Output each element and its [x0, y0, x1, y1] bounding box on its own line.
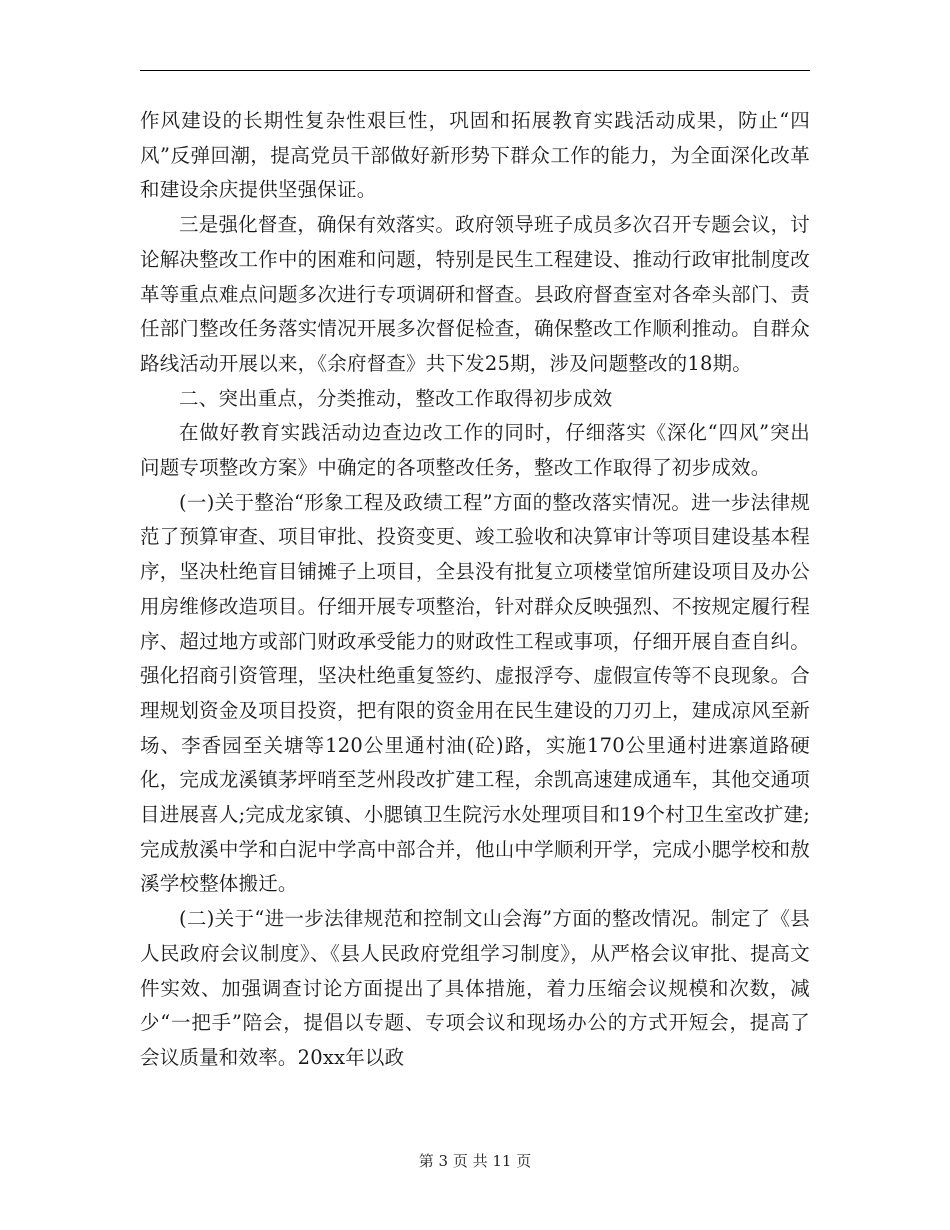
header-rule: [140, 70, 810, 71]
paragraph-item-2: (二)关于“进一步法律规范和控制文山会海”方面的整改情况。制定了《县人民政府会议制度》、《县人民政府党组学习制度》，从严格会议审批、提高文件实效、加强调查讨论方面提出了具体措施，着力压缩会议规模和次数，减少“一把手”陪会，提倡以专题、专项会议和现场办公的方式开短会，提高了会议质量和效率。20xx年以政: [140, 907, 810, 1069]
page-footer: 第 3 页 共 11 页: [418, 1152, 532, 1170]
paragraph-intro: 在做好教育实践活动边查边改工作的同时，仔细落实《深化“四风”突出问题专项整改方案》中确定的各项整改任务，整改工作取得了初步成效。: [140, 421, 810, 480]
section-heading: 二、突出重点，分类推动，整改工作取得初步成效: [179, 386, 613, 410]
paragraph-item-1: (一)关于整治“形象工程及政绩工程”方面的整改落实情况。进一步法律规范了预算审查、项目审批、投资变更、竣工验收和决算审计等项目建设基本程序，坚决杜绝盲目铺摊子上项目，全县没有批复立项楼堂馆所建设项目及办公用房维修改造项目。仔细开展专项整治，针对群众反映强烈、不按规定履行程序、超过地方或部门财政承受能力的财政性工程或事项，仔细开展自查自纠。强化招商引资管理，坚决杜绝重复签约、虚报浮夸、虚假宣传等不良现象。合理规划资金及项目投资，把有限的资金用在民生建设的刀刃上，建成凉风至新场、李香园至关塘等120公里通村油(砼)路，实施170公里通村进寨道路硬化，完成龙溪镇茅坪哨至芝州段改扩建工程，余凯高速建成通车，其他交通项目进展喜人;完成龙家镇、小腮镇卫生院污水处理项目和19个村卫生室改扩建;完成敖溪中学和白泥中学高中部合并，他山中学顺利开学，完成小腮学校和敖溪学校整体搬迁。: [140, 490, 810, 896]
paragraph-continuation: 作风建设的长期性复杂性艰巨性，巩固和拓展教育实践活动成果，防止“四风”反弹回潮，提高党员干部做好新形势下群众工作的能力，为全面深化改革和建设余庆提供坚强保证。: [140, 109, 810, 202]
document-body: [140, 104, 810, 1076]
paragraph-supervision: 三是强化督查，确保有效落实。政府领导班子成员多次召开专题会议，讨论解决整改工作中的困难和问题，特别是民生工程建设、推动行政审批制度改革等重点难点问题多次进行专项调研和督查。县政府督查室对各牵头部门、责任部门整改任务落实情况开展多次督促检查，确保整改工作顺利推动。自群众路线活动开展以来，《余府督查》共下发25期，涉及问题整改的18期。: [140, 213, 810, 375]
